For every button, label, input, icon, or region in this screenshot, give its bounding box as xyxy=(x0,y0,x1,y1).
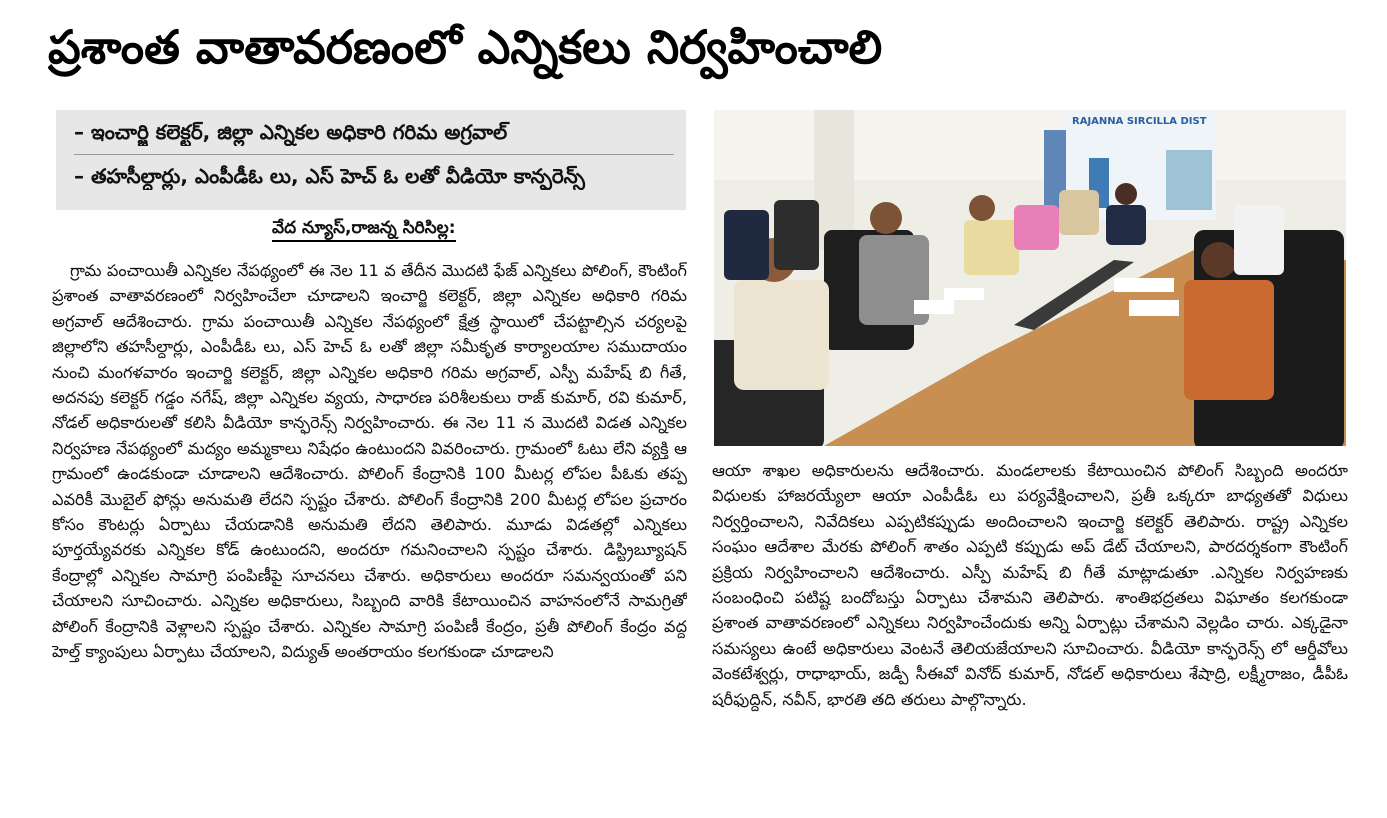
photo-banner-text: RAJANNA SIRCILLA DIST xyxy=(1072,116,1207,127)
subheading-line-2: – తహసీల్దార్లు, ఎంపీడీఓ లు, ఎస్ హెచ్ ఓ లతో వీడియో కాన్ఫరెన్స్ xyxy=(74,164,585,188)
meeting-photo xyxy=(714,110,1346,446)
headline: ప్రశాంత వాతావరణంలో ఎన్నికలు నిర్వహించాలి xyxy=(48,20,883,74)
byline: వేద న్యూస్,రాజన్న సిరిసిల్ల: xyxy=(272,216,456,242)
article-body-right: ఆయా శాఖల అధికారులను ఆదేశించారు. మండలాలకు కేటాయించిన పోలింగ్ సిబ్బంది అందరూ విధులకు హాజరయ్యేలా ఆయా ఎంపీడీఓ లు పర్యవేక్షించాలని, ప్రతీ ఒక్కరూ బాధ్యతతో విధులు నిర్వర్తించాలని, నివేదికలు ఎప్పటికప్పుడు అందించాలని ఇంచార్జి కలెక్టర్ తెలిపారు. రాష్ట్ర ఎన్నికల సంఘం ఆదేశాల మేరకు పోలింగ్ శాతం ఎప్పటి కప్పుడు అప్ డేట్ చేయాలని, పారదర్శకంగా కౌంటింగ్ ప్రక్రియ నిర్వహించాలని ఆదేశించారు. ఎస్పీ మహేష్ బి గీతే మాట్లాడుతూ .ఎన్నికల నిర్వహణకు సంబంధించి పటిష్ట బందోబస్తు ఏర్పాటు చేశామని తెలిపారు. శాంతిభద్రతలు విఘాతం కలగకుండా ప్రశాంత వాతావరణంలో ఎన్నికలు నిర్వహించేందుకు అన్ని ఏర్పాట్లు చేశామని వెల్లడిం చారు. ఎక్కడైనా సమస్యలు ఉంటే అధికారులు వెంటనే తెలియజేయాలని సూచించారు. వీడియో కాన్ఫరెన్స్ లో ఆర్డీవోలు వెంకటేశ్వర్లు, రాధాభాయ్, జడ్పీ సీఈవో వినోద్ కుమార్, నోడల్ అధికారులు శేషాద్రి, లక్ష్మీరాజం, డీపీఓ షరీఫుద్దిన్, నవీన్, భారతి తది తరులు పాల్గొన్నారు. xyxy=(712,461,1348,709)
subheading-divider xyxy=(74,154,674,155)
subheading-line-1: – ఇంచార్జి కలెక్టర్, జిల్లా ఎన్నికల అధికారి గరిమ అగ్రవాల్ xyxy=(74,120,508,144)
article-body-left: గ్రామ పంచాయితీ ఎన్నికల నేపథ్యంలో ఈ నెల 11 వ తేదీన మొదటి ఫేజ్ ఎన్నికలు పోలింగ్, కౌంటింగ్ ప్రశాంత వాతావరణంలో నిర్వహించేలా చూడాలని ఇంచార్జి కలెక్టర్, జిల్లా ఎన్నికల అధికారి గరిమ అగ్రవాల్ ఆదేశించారు. గ్రామ పంచాయితీ ఎన్నికల నేపథ్యంలో క్షేత్ర స్థాయిలో చేపట్టాల్సిన చర్యలపై జిల్లాలోని తహసీల్దార్లు, ఎంపీడీఓ లు, ఎస్ హెచ్ ఓ లతో జిల్లా సమీకృత కార్యాలయాల సముదాయం నుంచి మంగళవారం ఇంచార్జి కలెక్టర్, జిల్లా ఎన్నికల అధికారి గరిమ అగ్రవాల్, ఎస్పీ మహేష్ బి గీతే, అదనపు కలెక్టర్ గడ్డం నగేష్, జిల్లా ఎన్నికల వ్యయ, సాధారణ పరిశీలకులు రాజ్ కుమార్, రవి కుమార్, నోడల్ అధికారులతో కలిసి వీడియో కాన్ఫరెన్స్ నిర్వహించారు. ఈ నెల 11 న మొదటి విడత ఎన్నికల నిర్వహణ నేపథ్యంలో మద్యం అమ్మకాలు నిషేధం ఉంటుందని వివరించారు. గ్రామంలో ఓటు లేని వ్యక్తి ఆ గ్రామంలో ఉండకుండా చూడాలని ఆదేశించారు. పోలింగ్ కేంద్రానికి 100 మీటర్ల లోపల పీఓకు తప్ప ఎవరికీ మొబైల్ ఫోన్లు అనుమతి లేదని స్పష్టం చేశారు. పోలింగ్ కేంద్రానికి 200 మీటర్ల లోపల ప్రచారం కోసం కౌంటర్లు ఏర్పాటు చేయడానికి అనుమతి లేదని తెలిపారు. మూడు విడతల్లో ఎన్నికలు పూర్తయ్యేవరకు ఎన్నికల కోడ్ ఉంటుందని, అందరూ గమనించాలని స్పష్టం చేశారు. డిస్ట్రిబ్యూషన్ కేంద్రాల్లో ఎన్నికల సామాగ్రి పంపిణీపై సూచనలు చేశారు. అధికారులు అందరూ సమన్వయంతో పని చేయాలని సూచించారు. ఎన్నికల అధికారులు, సిబ్బంది వారికి కేటాయించిన వాహనంలోనే సామగ్రితో పోలింగ్ కేంద్రానికి వెళ్లాలని స్పష్టం చేశారు. ఎన్నికల సామాగ్రి పంపిణీ కేంద్రం, ప్రతీ పోలింగ్ కేంద్రం వద్ద హెల్త్ క్యాంపులు ఏర్పాటు చేయాలని, విద్యుత్ అంతరాయం కలగకుండా చూడాలని xyxy=(52,261,687,662)
subheading-box xyxy=(56,110,686,210)
